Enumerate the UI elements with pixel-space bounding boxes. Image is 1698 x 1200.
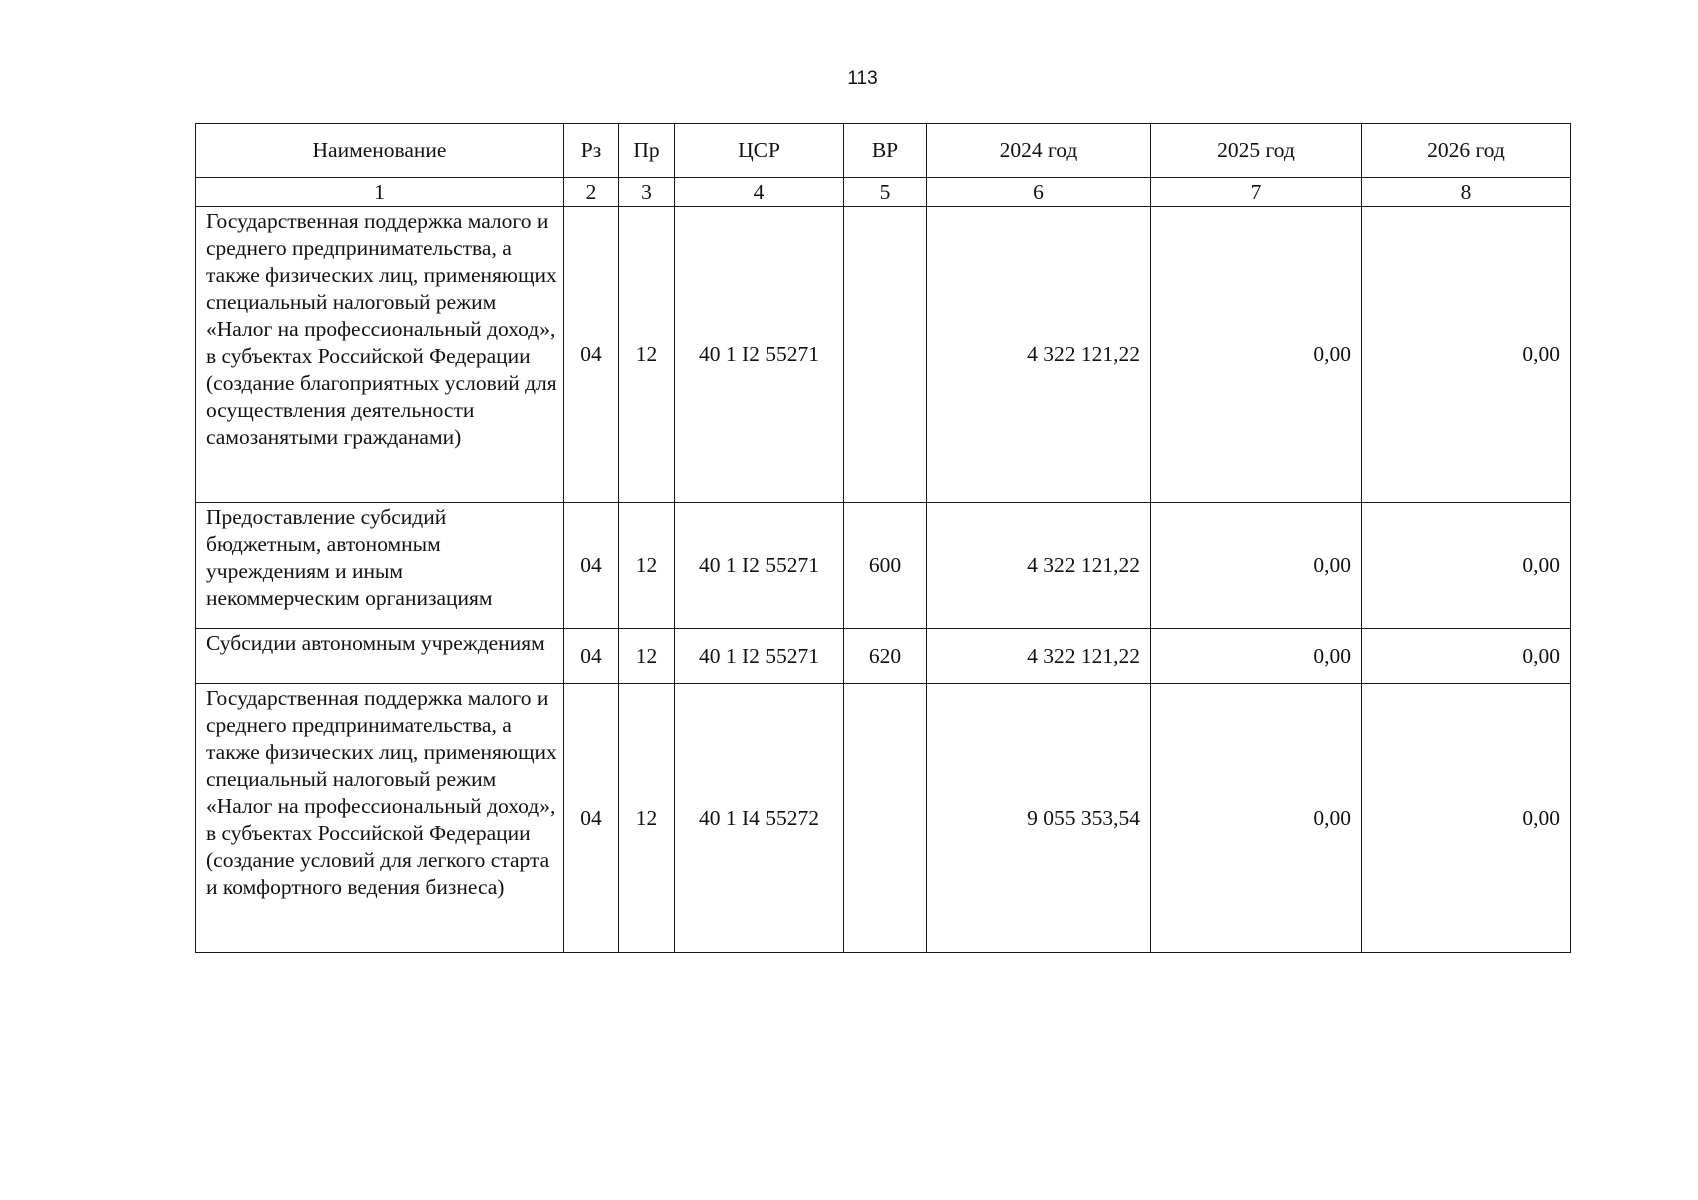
header-name: Наименование (196, 124, 564, 178)
row-vr (844, 207, 927, 503)
row-vr: 600 (844, 503, 927, 629)
header-row (196, 124, 1571, 178)
column-number-row (196, 178, 1571, 207)
table-row (196, 503, 1571, 629)
row-2026: 0,00 (1362, 629, 1571, 684)
header-rz: Рз (564, 124, 619, 178)
row-pr: 12 (619, 684, 675, 953)
row-vr (844, 684, 927, 953)
column-number: 5 (844, 178, 927, 207)
row-2026: 0,00 (1362, 503, 1571, 629)
row-2025: 0,00 (1151, 207, 1362, 503)
header-2025: 2025 год (1151, 124, 1362, 178)
column-number: 1 (196, 178, 564, 207)
row-2025: 0,00 (1151, 503, 1362, 629)
column-number: 7 (1151, 178, 1362, 207)
row-name: Государственная поддержка малого и среднего предпринимательства, а также физических лиц, применяющих специальный налоговый режим «Налог на профессиональный доход», в субъектах Российской Федерации (создание условий для легкого старта и комфортного ведения бизнеса) (196, 684, 564, 953)
row-pr: 12 (619, 629, 675, 684)
row-csr: 40 1 I2 55271 (675, 503, 844, 629)
budget-table (195, 123, 1571, 953)
row-rz: 04 (564, 207, 619, 503)
row-csr: 40 1 I2 55271 (675, 629, 844, 684)
column-number: 8 (1362, 178, 1571, 207)
header-vr: ВР (844, 124, 927, 178)
page-number: 113 (847, 68, 878, 89)
row-2024: 4 322 121,22 (927, 629, 1151, 684)
row-pr: 12 (619, 503, 675, 629)
row-2025: 0,00 (1151, 629, 1362, 684)
row-2026: 0,00 (1362, 684, 1571, 953)
row-csr: 40 1 I2 55271 (675, 207, 844, 503)
row-2024: 4 322 121,22 (927, 503, 1151, 629)
row-rz: 04 (564, 629, 619, 684)
column-number: 6 (927, 178, 1151, 207)
row-rz: 04 (564, 684, 619, 953)
row-name: Предоставление субсидий бюджетным, автономным учреждениям и иным некоммерческим организациям (196, 503, 564, 629)
header-pr: Пр (619, 124, 675, 178)
row-2024: 9 055 353,54 (927, 684, 1151, 953)
row-2024: 4 322 121,22 (927, 207, 1151, 503)
row-pr: 12 (619, 207, 675, 503)
row-2026: 0,00 (1362, 207, 1571, 503)
header-2024: 2024 год (927, 124, 1151, 178)
row-name: Субсидии автономным учреждениям (196, 629, 564, 684)
column-number: 3 (619, 178, 675, 207)
table-row (196, 629, 1571, 684)
row-vr: 620 (844, 629, 927, 684)
header-csr: ЦСР (675, 124, 844, 178)
column-number: 2 (564, 178, 619, 207)
row-rz: 04 (564, 503, 619, 629)
table-row (196, 207, 1571, 503)
column-number: 4 (675, 178, 844, 207)
header-2026: 2026 год (1362, 124, 1571, 178)
row-2025: 0,00 (1151, 684, 1362, 953)
row-name: Государственная поддержка малого и среднего предпринимательства, а также физических лиц, применяющих специальный налоговый режим «Налог на профессиональный доход», в субъектах Российской Федерации (создание благоприятных условий для осуществления деятельности самозанятыми гражданами) (196, 207, 564, 503)
table-row (196, 684, 1571, 953)
row-csr: 40 1 I4 55272 (675, 684, 844, 953)
